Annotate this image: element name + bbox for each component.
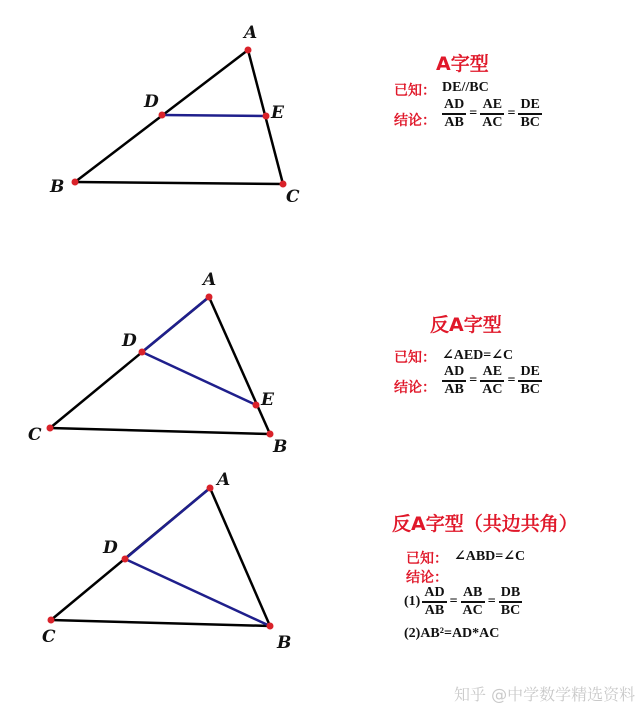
label-C: C: [286, 187, 300, 207]
fraction: [480, 364, 504, 398]
numerator: DB: [500, 585, 521, 600]
denominator: AB: [424, 602, 445, 618]
point-B: [72, 179, 79, 186]
known-value: ∠AED=∠C: [442, 348, 514, 363]
point-E: [263, 113, 270, 120]
equals-sign: =: [507, 372, 516, 388]
known-value: DE//BC: [442, 80, 489, 95]
panel-title: A字型: [436, 53, 489, 75]
label-B: B: [273, 437, 288, 457]
conclusion-label: 结论：: [406, 570, 448, 586]
point-A: [207, 485, 214, 492]
point-E: [253, 402, 260, 409]
panel-title: 反A字型: [430, 314, 502, 336]
fraction: [461, 585, 485, 619]
conclusion-ratios: [442, 364, 542, 398]
fraction: [442, 97, 466, 131]
equals-sign: =: [469, 372, 478, 388]
conclusion-item-2: (2)AB²=AD*AC: [404, 626, 500, 641]
segment-CB: [51, 620, 270, 626]
label-D: D: [122, 331, 137, 351]
numerator: AD: [424, 585, 445, 600]
fraction: [518, 364, 541, 398]
segment-AD-blue: [142, 297, 209, 352]
denominator: BC: [520, 114, 540, 130]
fraction: [480, 97, 504, 131]
numerator: AE: [482, 364, 503, 379]
segment-DE: [162, 115, 266, 116]
label-C: C: [28, 425, 42, 445]
known-label: 已知：: [406, 551, 448, 567]
point-A: [206, 294, 213, 301]
equals-sign: =: [469, 105, 478, 121]
label-C: C: [42, 627, 56, 647]
panel-title: 反A字型（共边共角）: [392, 513, 578, 535]
segment-BC: [75, 182, 283, 184]
label-E: E: [271, 103, 284, 123]
conclusion-ratios: [404, 585, 522, 619]
segment-DB: [125, 559, 270, 626]
conclusion-ratios: [442, 97, 542, 131]
point-B: [267, 623, 274, 630]
point-A: [245, 47, 252, 54]
label-E: E: [261, 390, 274, 410]
figure-reverse-a-shape: [28, 270, 287, 457]
fraction: [442, 364, 466, 398]
conclusion-label: 结论：: [394, 380, 436, 396]
denominator: AB: [444, 381, 464, 397]
numerator: DE: [520, 364, 540, 379]
equals-sign: =: [507, 105, 516, 121]
denominator: AC: [482, 114, 503, 130]
segment-AB: [209, 297, 270, 434]
conclusion-label: 结论：: [394, 113, 436, 129]
segment-AD-blue: [125, 488, 210, 559]
fraction: [499, 585, 522, 619]
label-A: A: [217, 470, 231, 490]
label-A: A: [203, 270, 217, 290]
known-value: ∠ABD=∠C: [454, 549, 526, 564]
figure-reverse-a-shared: [42, 470, 291, 653]
equals-sign: =: [487, 593, 496, 609]
segment-AB: [210, 488, 270, 626]
label-D: D: [103, 538, 118, 558]
known-label: 已知：: [394, 83, 436, 99]
numerator: AB: [462, 585, 483, 600]
denominator: BC: [500, 602, 521, 618]
item-prefix: (1): [404, 593, 421, 609]
watermark: 知乎 @中学数学精选资料: [454, 685, 636, 704]
denominator: AC: [482, 381, 503, 397]
point-C: [47, 425, 54, 432]
numerator: AD: [444, 364, 465, 379]
fraction: [518, 97, 541, 131]
numerator: DE: [520, 97, 540, 112]
point-D: [122, 556, 129, 563]
label-B: B: [277, 633, 292, 653]
point-C: [48, 617, 55, 624]
label-D: D: [144, 92, 159, 112]
segment-DE: [142, 352, 256, 405]
segment-CB: [50, 428, 270, 434]
denominator: BC: [520, 381, 540, 397]
figure-a-shape: [49, 23, 300, 207]
fraction: [422, 585, 446, 619]
denominator: AB: [444, 114, 464, 130]
point-D: [139, 349, 146, 356]
equals-sign: =: [449, 593, 458, 609]
label-B: B: [50, 177, 65, 197]
known-label: 已知：: [394, 350, 436, 366]
denominator: AC: [462, 602, 483, 618]
label-A: A: [244, 23, 258, 43]
numerator: AE: [482, 97, 503, 112]
point-D: [159, 112, 166, 119]
numerator: AD: [444, 97, 465, 112]
